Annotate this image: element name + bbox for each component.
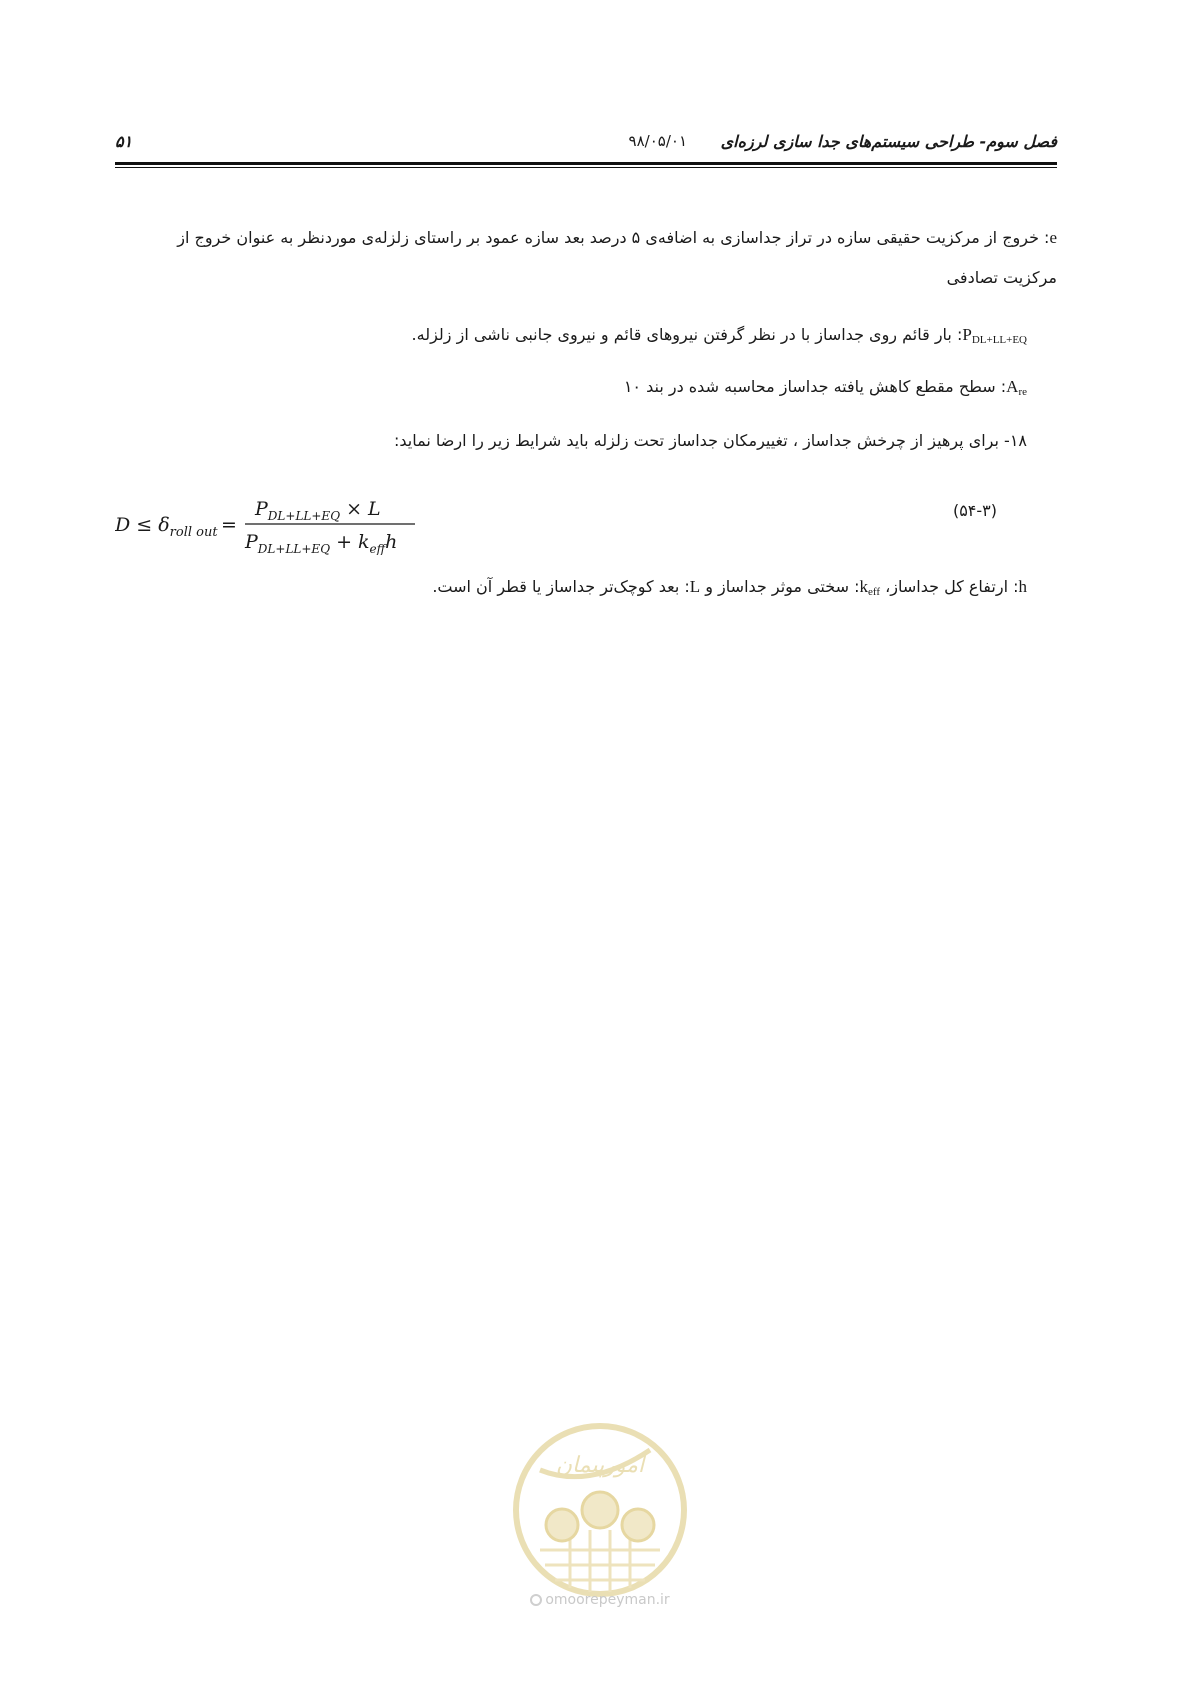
definition-h-k-l (250, 567, 1027, 612)
eq-den-h: h (385, 531, 398, 553)
symbol-h: h (1018, 577, 1027, 596)
eq-num-p-sub: DL+LL+EQ (267, 509, 341, 523)
page-header (115, 132, 1057, 156)
definition-k-text: : سختی موثر جداساز و (700, 577, 860, 596)
definition-e-text: : خروج از مرکزیت حقیقی سازه در تراز جداسازی به اضافه‌ی ۵ درصد بعد سازه عمود بر راستای زلزله‌ی موردنظر به عنوان خروج از مرکزیت تصادفی (177, 228, 1057, 287)
equation-number: (۵۴-۳) (952, 501, 998, 520)
eq-lhs-sub: roll out (169, 525, 218, 540)
watermark-url-text: omoorepeyman.ir (545, 1592, 670, 1608)
definition-e (155, 218, 1057, 298)
definition-p (250, 315, 1027, 360)
equation-svg (115, 493, 455, 555)
eq-num-rest: × L (340, 498, 381, 520)
header-rule-thick (115, 162, 1057, 165)
eq-equals: = (221, 514, 237, 536)
definition-a-text: : سطح مقطع کاهش یافته جداساز محاسبه شده در بند ۱۰ (623, 377, 1007, 396)
chapter-title: فصل سوم- طراحی سیستم‌های جدا سازی لرزه‌ای (720, 132, 1057, 151)
svg-text:امورپیمان: امورپیمان (555, 1453, 645, 1478)
eq-den-p: P (245, 531, 258, 553)
at-icon (530, 1594, 542, 1606)
symbol-e: e (1049, 228, 1057, 247)
symbol-k: $k_{eff}$ (859, 577, 880, 598)
clause-18: ۱۸- برای پرهیز از چرخش جداساز ، تغییرمکان جداساز تحت زلزله باید شرایط زیر را ارضا نماید: (394, 431, 1027, 450)
eq-den-p-sub: DL+LL+EQ (257, 542, 331, 555)
eq-num-p: P (255, 498, 268, 520)
eq-lhs: D ≤ δ (115, 514, 170, 536)
rollout-equation (115, 493, 455, 553)
eq-den-k-sub: eff (369, 542, 386, 555)
header-date: ۹۸/۰۵/۰۱ (628, 132, 687, 150)
symbol-p: $P_{DL+LL+EQ}$ (962, 325, 1027, 346)
watermark-url (500, 1592, 700, 1608)
svg-text:D ≤ δroll out (115, 514, 218, 540)
symbol-l: L (689, 577, 701, 596)
definition-a (250, 367, 1027, 412)
eq-den-plus: + k (330, 531, 370, 553)
page-number: ۵۱ (115, 132, 133, 151)
definition-l-text: : بعد کوچک‌تر جداساز یا قطر آن است. (432, 577, 690, 596)
watermark-logo-icon (500, 1410, 700, 1610)
svg-text:PDL+LL+EQ + keffh (244, 531, 397, 555)
symbol-a: $A_{re}$ (1006, 377, 1027, 398)
definition-h-text: : ارتفاع کل جداساز، (879, 577, 1019, 596)
svg-text:PDL+LL+EQ × L (254, 498, 381, 523)
definition-p-text: : بار قائم روی جداساز با در نظر گرفتن نیروهای قائم و نیروی جانبی ناشی از زلزله. (411, 325, 963, 344)
header-rule-thin (115, 167, 1057, 168)
